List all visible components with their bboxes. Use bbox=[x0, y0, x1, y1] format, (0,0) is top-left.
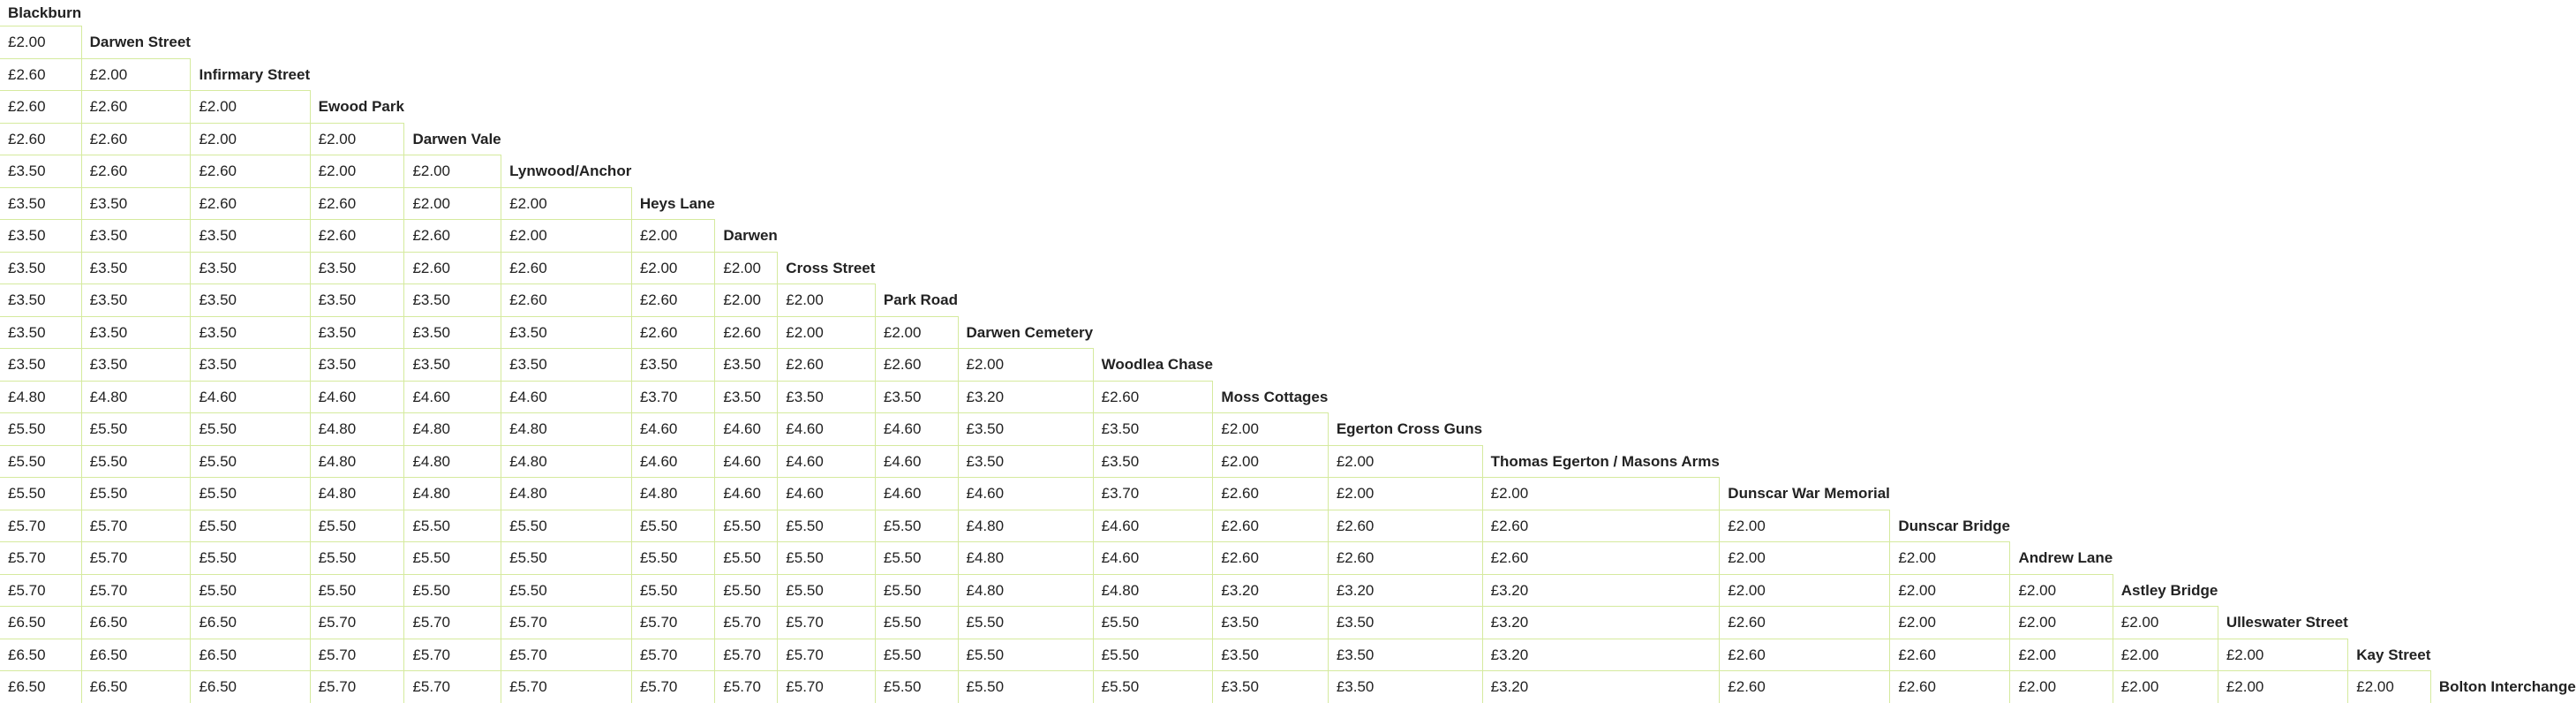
fare-row bbox=[0, 607, 2576, 639]
fare-cell: £4.60 bbox=[631, 413, 715, 446]
fare-cell: £5.50 bbox=[958, 607, 1093, 639]
fare-cell: £5.50 bbox=[191, 413, 310, 446]
fare-cell: £5.70 bbox=[778, 607, 876, 639]
fare-cell: £2.60 bbox=[1890, 671, 2010, 703]
stop-name: Darwen bbox=[723, 227, 778, 244]
fare-cell: £5.50 bbox=[715, 574, 778, 607]
fare-cell: £2.60 bbox=[0, 58, 81, 91]
fare-cell: £5.70 bbox=[0, 510, 81, 542]
fare-cell: £5.70 bbox=[631, 607, 715, 639]
fare-cell: £2.00 bbox=[501, 187, 632, 220]
fare-cell: £4.80 bbox=[958, 542, 1093, 575]
stop-name: Ewood Park bbox=[318, 98, 404, 115]
fare-cell: £2.00 bbox=[1482, 478, 1720, 510]
fare-cell: £3.50 bbox=[0, 155, 81, 188]
fare-cell: £4.80 bbox=[1093, 574, 1213, 607]
fare-cell: £5.70 bbox=[631, 671, 715, 703]
fare-cell: £2.00 bbox=[404, 155, 501, 188]
fare-row bbox=[0, 349, 2576, 382]
fare-cell: £4.60 bbox=[715, 413, 778, 446]
fare-cell: £5.50 bbox=[0, 478, 81, 510]
fare-cell: £4.60 bbox=[715, 445, 778, 478]
fare-cell: £3.50 bbox=[875, 381, 958, 413]
fare-cell: £2.60 bbox=[1720, 607, 1890, 639]
fare-cell: £5.50 bbox=[501, 542, 632, 575]
fare-row bbox=[0, 123, 2576, 155]
stop-name: Andrew Lane bbox=[2018, 549, 2113, 566]
stop-name: Ulleswater Street bbox=[2226, 614, 2348, 631]
fare-cell: £5.50 bbox=[778, 510, 876, 542]
fare-cell: £6.50 bbox=[81, 671, 191, 703]
fare-cell: £2.60 bbox=[310, 187, 404, 220]
stop-name: Kay Street bbox=[2356, 646, 2431, 663]
fare-cell: £2.60 bbox=[1890, 639, 2010, 671]
fare-row bbox=[0, 284, 2576, 317]
fare-cell: £5.50 bbox=[875, 574, 958, 607]
fare-cell: £3.50 bbox=[958, 445, 1093, 478]
fare-cell: £4.60 bbox=[875, 413, 958, 446]
fare-cell: £5.50 bbox=[875, 607, 958, 639]
fare-row bbox=[0, 510, 2576, 542]
fare-cell: £5.70 bbox=[0, 574, 81, 607]
fare-cell: £2.00 bbox=[631, 252, 715, 284]
fare-cell: £3.50 bbox=[81, 220, 191, 253]
fare-row bbox=[0, 187, 2576, 220]
fare-cell: £2.00 bbox=[2218, 639, 2347, 671]
fare-cell: £2.60 bbox=[1482, 542, 1720, 575]
fare-cell: £2.00 bbox=[310, 123, 404, 155]
fare-cell: £5.70 bbox=[81, 574, 191, 607]
stop-name: Darwen Cemetery bbox=[966, 323, 1094, 341]
fare-cell: £5.50 bbox=[191, 445, 310, 478]
fare-cell: £4.60 bbox=[1093, 510, 1213, 542]
fare-cell: £2.00 bbox=[958, 349, 1093, 382]
fare-cell: £5.50 bbox=[0, 413, 81, 446]
fare-cell: £4.80 bbox=[501, 413, 632, 446]
fare-cell: £5.70 bbox=[631, 639, 715, 671]
fare-cell: £4.80 bbox=[501, 445, 632, 478]
fare-cell: £5.70 bbox=[310, 639, 404, 671]
fare-cell: £6.50 bbox=[191, 671, 310, 703]
fare-row bbox=[0, 220, 2576, 253]
stop-name: Thomas Egerton / Masons Arms bbox=[1490, 452, 1720, 470]
fare-row bbox=[0, 445, 2576, 478]
fare-cell: £3.50 bbox=[191, 220, 310, 253]
fare-cell: £4.60 bbox=[715, 478, 778, 510]
fare-cell: £5.70 bbox=[404, 671, 501, 703]
fare-row bbox=[0, 671, 2576, 703]
fare-cell: £2.00 bbox=[1890, 607, 2010, 639]
fare-cell: £4.80 bbox=[0, 381, 81, 413]
fare-cell: £2.60 bbox=[404, 220, 501, 253]
fare-cell: £5.50 bbox=[191, 542, 310, 575]
fare-cell: £2.00 bbox=[191, 91, 310, 124]
fare-cell: £2.00 bbox=[1328, 445, 1482, 478]
fare-cell: £2.60 bbox=[501, 284, 632, 317]
fare-cell: £4.60 bbox=[631, 445, 715, 478]
fare-cell: £2.00 bbox=[310, 155, 404, 188]
fare-cell: £5.50 bbox=[404, 510, 501, 542]
fare-cell: £3.50 bbox=[631, 349, 715, 382]
stop-name: Lynwood/Anchor bbox=[509, 163, 632, 179]
fare-cell: £4.60 bbox=[778, 413, 876, 446]
fare-cell: £5.50 bbox=[875, 639, 958, 671]
fare-cell: £3.50 bbox=[1328, 639, 1482, 671]
fare-cell: £3.50 bbox=[191, 349, 310, 382]
fare-cell: £5.50 bbox=[715, 510, 778, 542]
fare-row bbox=[0, 0, 2576, 26]
fare-cell: £5.50 bbox=[501, 574, 632, 607]
fare-cell: £4.80 bbox=[958, 574, 1093, 607]
fare-cell: £3.50 bbox=[501, 316, 632, 349]
fare-row bbox=[0, 26, 2576, 59]
fare-cell: £2.00 bbox=[1890, 542, 2010, 575]
fare-cell: £5.50 bbox=[875, 671, 958, 703]
fare-cell: £3.50 bbox=[191, 252, 310, 284]
fare-cell: £2.60 bbox=[778, 349, 876, 382]
fare-cell: £5.50 bbox=[1093, 639, 1213, 671]
fare-cell: £2.60 bbox=[1093, 381, 1213, 413]
fare-cell: £3.50 bbox=[1328, 607, 1482, 639]
fare-cell: £4.60 bbox=[501, 381, 632, 413]
fare-cell: £5.50 bbox=[875, 510, 958, 542]
fare-cell: £3.50 bbox=[81, 284, 191, 317]
fare-cell: £2.60 bbox=[310, 220, 404, 253]
fare-cell: £5.50 bbox=[958, 671, 1093, 703]
fare-cell: £2.60 bbox=[81, 123, 191, 155]
fare-cell: £3.50 bbox=[715, 381, 778, 413]
fare-cell: £4.60 bbox=[404, 381, 501, 413]
fare-cell: £2.00 bbox=[1213, 445, 1328, 478]
fare-cell: £5.50 bbox=[310, 542, 404, 575]
fare-cell: £3.50 bbox=[0, 349, 81, 382]
fare-row bbox=[0, 58, 2576, 91]
fare-cell: £5.50 bbox=[81, 478, 191, 510]
fare-cell: £5.70 bbox=[81, 510, 191, 542]
fare-cell: £3.20 bbox=[1328, 574, 1482, 607]
fare-cell: £5.50 bbox=[310, 510, 404, 542]
fare-cell: £2.60 bbox=[0, 123, 81, 155]
fare-cell: £6.50 bbox=[191, 607, 310, 639]
fare-cell: £6.50 bbox=[0, 639, 81, 671]
fare-cell: £2.60 bbox=[1720, 671, 1890, 703]
fare-row bbox=[0, 381, 2576, 413]
fare-cell: £4.80 bbox=[404, 478, 501, 510]
fare-cell: £2.00 bbox=[1720, 510, 1890, 542]
fare-cell: £5.50 bbox=[191, 478, 310, 510]
fare-cell: £3.50 bbox=[1093, 413, 1213, 446]
fare-cell: £3.50 bbox=[1213, 607, 1328, 639]
fare-row bbox=[0, 478, 2576, 510]
fare-cell: £3.50 bbox=[310, 349, 404, 382]
fare-cell: £5.70 bbox=[778, 671, 876, 703]
fare-cell: £3.20 bbox=[1482, 671, 1720, 703]
fare-cell: £3.50 bbox=[404, 349, 501, 382]
fare-row bbox=[0, 574, 2576, 607]
fare-cell: £5.70 bbox=[310, 607, 404, 639]
fare-row bbox=[0, 542, 2576, 575]
fare-cell: £2.00 bbox=[1720, 542, 1890, 575]
fare-cell: £6.50 bbox=[0, 607, 81, 639]
fare-cell: £2.60 bbox=[1213, 542, 1328, 575]
stop-name: Bolton Interchange bbox=[2438, 678, 2576, 695]
fare-cell: £5.50 bbox=[310, 574, 404, 607]
fare-cell: £3.50 bbox=[404, 284, 501, 317]
fare-cell: £4.80 bbox=[81, 381, 191, 413]
fare-cell: £3.20 bbox=[958, 381, 1093, 413]
fare-cell: £5.50 bbox=[631, 542, 715, 575]
fare-cell: £5.50 bbox=[404, 574, 501, 607]
fare-cell: £5.50 bbox=[778, 542, 876, 575]
stop-name: Astley Bridge bbox=[2120, 581, 2218, 599]
fare-cell: £2.00 bbox=[778, 316, 876, 349]
fare-cell: £5.50 bbox=[715, 542, 778, 575]
fare-cell: £5.70 bbox=[0, 542, 81, 575]
fare-cell: £2.00 bbox=[81, 58, 191, 91]
fare-row bbox=[0, 316, 2576, 349]
fare-cell: £3.20 bbox=[1482, 607, 1720, 639]
fare-cell: £5.70 bbox=[501, 639, 632, 671]
fare-cell: £4.60 bbox=[875, 478, 958, 510]
fare-cell: £5.50 bbox=[1093, 607, 1213, 639]
fare-cell: £4.80 bbox=[404, 413, 501, 446]
fare-cell: £2.00 bbox=[2348, 671, 2431, 703]
stop-name: Cross Street bbox=[786, 259, 876, 276]
fare-cell: £2.60 bbox=[1213, 478, 1328, 510]
fare-cell: £5.50 bbox=[501, 510, 632, 542]
fare-cell: £4.60 bbox=[958, 478, 1093, 510]
fare-cell: £6.50 bbox=[81, 607, 191, 639]
fare-cell: £2.00 bbox=[1720, 574, 1890, 607]
fare-cell: £2.60 bbox=[1328, 542, 1482, 575]
fare-cell: £5.70 bbox=[404, 639, 501, 671]
fare-cell: £3.50 bbox=[0, 187, 81, 220]
fare-cell: £3.50 bbox=[958, 413, 1093, 446]
fare-cell: £2.00 bbox=[2010, 639, 2113, 671]
fare-cell: £5.50 bbox=[81, 413, 191, 446]
stop-name: Blackburn bbox=[8, 4, 82, 21]
fare-cell: £2.00 bbox=[2113, 639, 2218, 671]
stop-name: Dunscar War Memorial bbox=[1728, 485, 1890, 502]
fare-cell: £2.00 bbox=[631, 220, 715, 253]
fare-cell: £2.60 bbox=[191, 187, 310, 220]
fare-cell: £3.50 bbox=[191, 284, 310, 317]
fare-cell: £2.00 bbox=[404, 187, 501, 220]
fare-cell: £3.50 bbox=[81, 252, 191, 284]
fare-cell: £2.00 bbox=[2218, 671, 2347, 703]
fare-cell: £3.50 bbox=[310, 284, 404, 317]
fare-cell: £2.60 bbox=[631, 316, 715, 349]
fare-cell: £2.00 bbox=[1328, 478, 1482, 510]
fare-cell: £4.60 bbox=[875, 445, 958, 478]
fare-cell: £3.50 bbox=[81, 316, 191, 349]
fare-cell: £4.80 bbox=[310, 445, 404, 478]
fare-cell: £5.50 bbox=[631, 510, 715, 542]
fare-cell: £5.70 bbox=[715, 639, 778, 671]
fare-cell: £5.50 bbox=[81, 445, 191, 478]
stop-name: Darwen Street bbox=[89, 34, 191, 50]
fare-cell: £2.60 bbox=[81, 155, 191, 188]
fare-cell: £5.50 bbox=[958, 639, 1093, 671]
fare-cell: £6.50 bbox=[0, 671, 81, 703]
fare-cell: £4.80 bbox=[310, 413, 404, 446]
fare-cell: £5.50 bbox=[404, 542, 501, 575]
fare-cell: £3.50 bbox=[81, 187, 191, 220]
fare-cell: £4.80 bbox=[310, 478, 404, 510]
fare-cell: £2.00 bbox=[2113, 671, 2218, 703]
fare-cell: £3.50 bbox=[778, 381, 876, 413]
fare-cell: £5.70 bbox=[404, 607, 501, 639]
fare-cell: £3.20 bbox=[1213, 574, 1328, 607]
fare-cell: £3.50 bbox=[310, 316, 404, 349]
stop-name: Infirmary Street bbox=[199, 65, 311, 83]
fare-cell: £4.60 bbox=[191, 381, 310, 413]
fare-cell: £2.60 bbox=[715, 316, 778, 349]
fare-cell: £2.60 bbox=[875, 349, 958, 382]
fare-cell: £2.00 bbox=[715, 252, 778, 284]
fare-cell: £2.60 bbox=[191, 155, 310, 188]
fare-cell: £3.70 bbox=[1093, 478, 1213, 510]
fare-cell: £5.70 bbox=[310, 671, 404, 703]
fare-cell: £5.70 bbox=[501, 607, 632, 639]
fare-cell: £2.00 bbox=[778, 284, 876, 317]
fare-cell: £5.70 bbox=[501, 671, 632, 703]
fare-cell: £2.00 bbox=[2010, 574, 2113, 607]
fare-cell: £2.60 bbox=[0, 91, 81, 124]
fare-cell: £2.00 bbox=[875, 316, 958, 349]
fare-cell: £2.00 bbox=[715, 284, 778, 317]
fare-cell: £2.60 bbox=[501, 252, 632, 284]
fare-cell: £4.60 bbox=[1093, 542, 1213, 575]
fare-row bbox=[0, 639, 2576, 671]
fare-cell: £2.60 bbox=[1328, 510, 1482, 542]
fare-row bbox=[0, 252, 2576, 284]
fare-cell: £3.50 bbox=[0, 220, 81, 253]
fare-row bbox=[0, 91, 2576, 124]
fare-cell: £5.70 bbox=[715, 671, 778, 703]
fare-cell: £2.60 bbox=[81, 91, 191, 124]
fare-cell: £3.50 bbox=[310, 252, 404, 284]
fare-row bbox=[0, 155, 2576, 188]
fare-row bbox=[0, 413, 2576, 446]
fare-cell: £2.60 bbox=[631, 284, 715, 317]
fare-cell: £3.50 bbox=[0, 252, 81, 284]
fare-cell: £2.60 bbox=[1720, 639, 1890, 671]
fare-cell: £5.70 bbox=[81, 542, 191, 575]
fare-cell: £3.50 bbox=[404, 316, 501, 349]
fare-cell: £3.20 bbox=[1482, 639, 1720, 671]
fare-cell: £3.70 bbox=[631, 381, 715, 413]
stop-name: Dunscar Bridge bbox=[1898, 517, 2010, 534]
fare-cell: £5.70 bbox=[778, 639, 876, 671]
fare-cell: £2.60 bbox=[1482, 510, 1720, 542]
fare-cell: £5.50 bbox=[1093, 671, 1213, 703]
fare-cell: £5.50 bbox=[191, 574, 310, 607]
fare-cell: £3.50 bbox=[501, 349, 632, 382]
fare-cell: £6.50 bbox=[191, 639, 310, 671]
fare-cell: £2.00 bbox=[191, 123, 310, 155]
stop-name: Moss Cottages bbox=[1221, 388, 1329, 405]
fare-cell: £5.50 bbox=[0, 445, 81, 478]
fare-cell: £5.50 bbox=[778, 574, 876, 607]
fare-cell: £2.00 bbox=[2010, 607, 2113, 639]
fare-cell: £3.50 bbox=[1093, 445, 1213, 478]
stop-name: Park Road bbox=[883, 291, 958, 308]
fare-cell: £4.60 bbox=[778, 478, 876, 510]
fare-cell: £5.70 bbox=[715, 607, 778, 639]
fare-cell: £2.00 bbox=[1213, 413, 1328, 446]
fare-cell: £2.60 bbox=[404, 252, 501, 284]
fare-cell: £3.50 bbox=[1213, 639, 1328, 671]
fare-cell: £3.50 bbox=[81, 349, 191, 382]
fare-cell: £5.50 bbox=[875, 542, 958, 575]
fare-cell: £4.80 bbox=[631, 478, 715, 510]
fare-cell: £5.50 bbox=[631, 574, 715, 607]
fare-cell: £4.80 bbox=[958, 510, 1093, 542]
fare-cell: £2.00 bbox=[0, 26, 81, 59]
stop-name: Darwen Vale bbox=[412, 130, 501, 147]
fare-cell: £6.50 bbox=[81, 639, 191, 671]
fare-cell: £2.60 bbox=[1213, 510, 1328, 542]
fare-cell: £2.00 bbox=[1890, 574, 2010, 607]
fare-cell: £2.00 bbox=[2113, 607, 2218, 639]
fare-cell: £5.50 bbox=[191, 510, 310, 542]
fare-cell: £2.00 bbox=[501, 220, 632, 253]
fare-cell: £3.50 bbox=[1328, 671, 1482, 703]
fare-cell: £3.50 bbox=[1213, 671, 1328, 703]
stop-name: Heys Lane bbox=[639, 194, 715, 212]
fare-cell: £4.80 bbox=[501, 478, 632, 510]
fare-cell: £3.50 bbox=[191, 316, 310, 349]
fare-cell: £4.60 bbox=[310, 381, 404, 413]
stop-name: Egerton Cross Guns bbox=[1336, 420, 1483, 437]
fare-cell: £4.60 bbox=[778, 445, 876, 478]
fare-cell: £3.20 bbox=[1482, 574, 1720, 607]
stop-name: Woodlea Chase bbox=[1101, 356, 1213, 373]
fare-cell: £2.00 bbox=[2010, 671, 2113, 703]
fare-cell: £3.50 bbox=[715, 349, 778, 382]
fare-cell: £3.50 bbox=[0, 316, 81, 349]
fare-cell: £3.50 bbox=[0, 284, 81, 317]
fare-cell: £4.80 bbox=[404, 445, 501, 478]
